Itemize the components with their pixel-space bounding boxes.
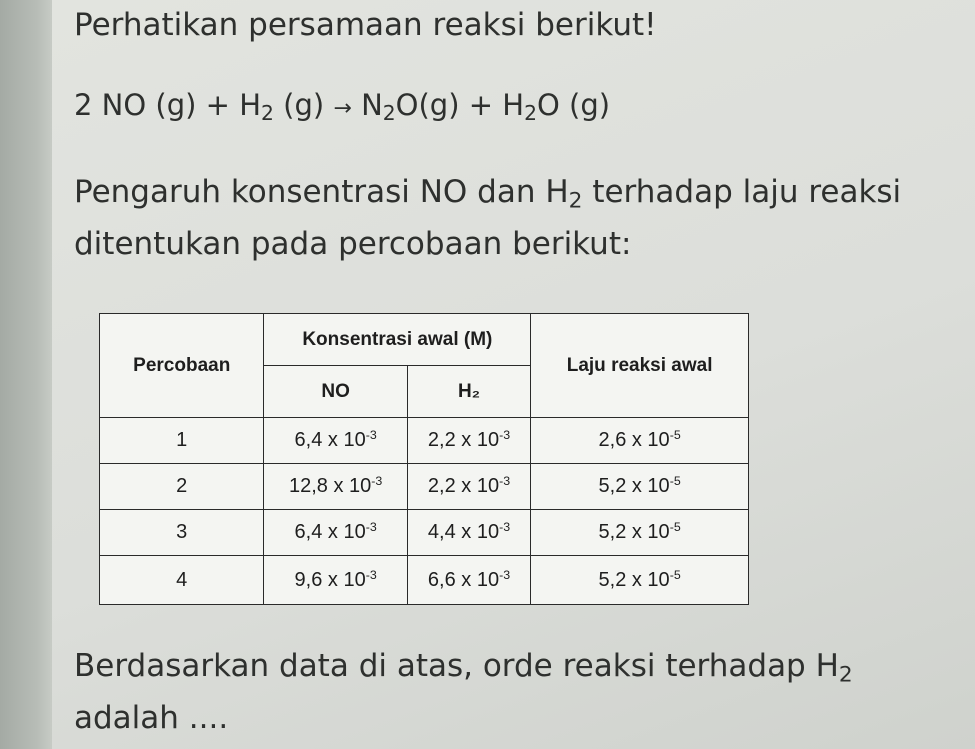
- header-rate: Laju reaksi awal: [531, 314, 749, 418]
- product-h2o: $H_2O$ (g): [502, 88, 611, 126]
- question-card: [52, 0, 975, 749]
- table-row: 1 6,4 x $10^{-3}$ 2,2 x $10^{-3}$ 2,6 x $10^{-5}$: [100, 418, 749, 464]
- product-n2o: $N_2O(g)$: [361, 88, 460, 126]
- reaction-arrow: →: [333, 96, 352, 121]
- reactant-no: 2 NO (g): [74, 88, 197, 122]
- header-concentration: Konsentrasi awal (M): [264, 314, 531, 366]
- table-row: 4 9,6 x $10^{-3}$ 6,6 x $10^{-3}$ 5,2 x $10^{-5}$: [100, 556, 749, 605]
- description-paragraph: Pengaruh konsentrasi NO dan $H_2$ terhadap laju reaksi ditentukan pada percobaan berikut:: [74, 174, 902, 262]
- intro-text: Perhatikan persamaan reaksi berikut!: [74, 7, 657, 43]
- header-h2: H₂: [407, 366, 530, 418]
- page-margin: [0, 0, 52, 749]
- experiment-table: [99, 313, 749, 605]
- header-no: NO: [264, 366, 407, 418]
- plus-sign: +: [205, 88, 230, 122]
- plus-sign-2: +: [468, 88, 494, 122]
- table-row: 3 6,4 x $10^{-3}$ 4,4 x $10^{-3}$ 5,2 x $10^{-5}$: [100, 510, 749, 556]
- reactant-h2: $H_2$ (g): [239, 88, 325, 126]
- reaction-equation: [74, 80, 610, 134]
- table-row: 2 12,8 x $10^{-3}$ 2,2 x $10^{-3}$ 5,2 x $10^{-5}$: [100, 464, 749, 510]
- header-experiment: Percobaan: [100, 314, 264, 418]
- question-text: Berdasarkan data di atas, orde reaksi terhadap $H_2$ adalah ....: [74, 648, 853, 736]
